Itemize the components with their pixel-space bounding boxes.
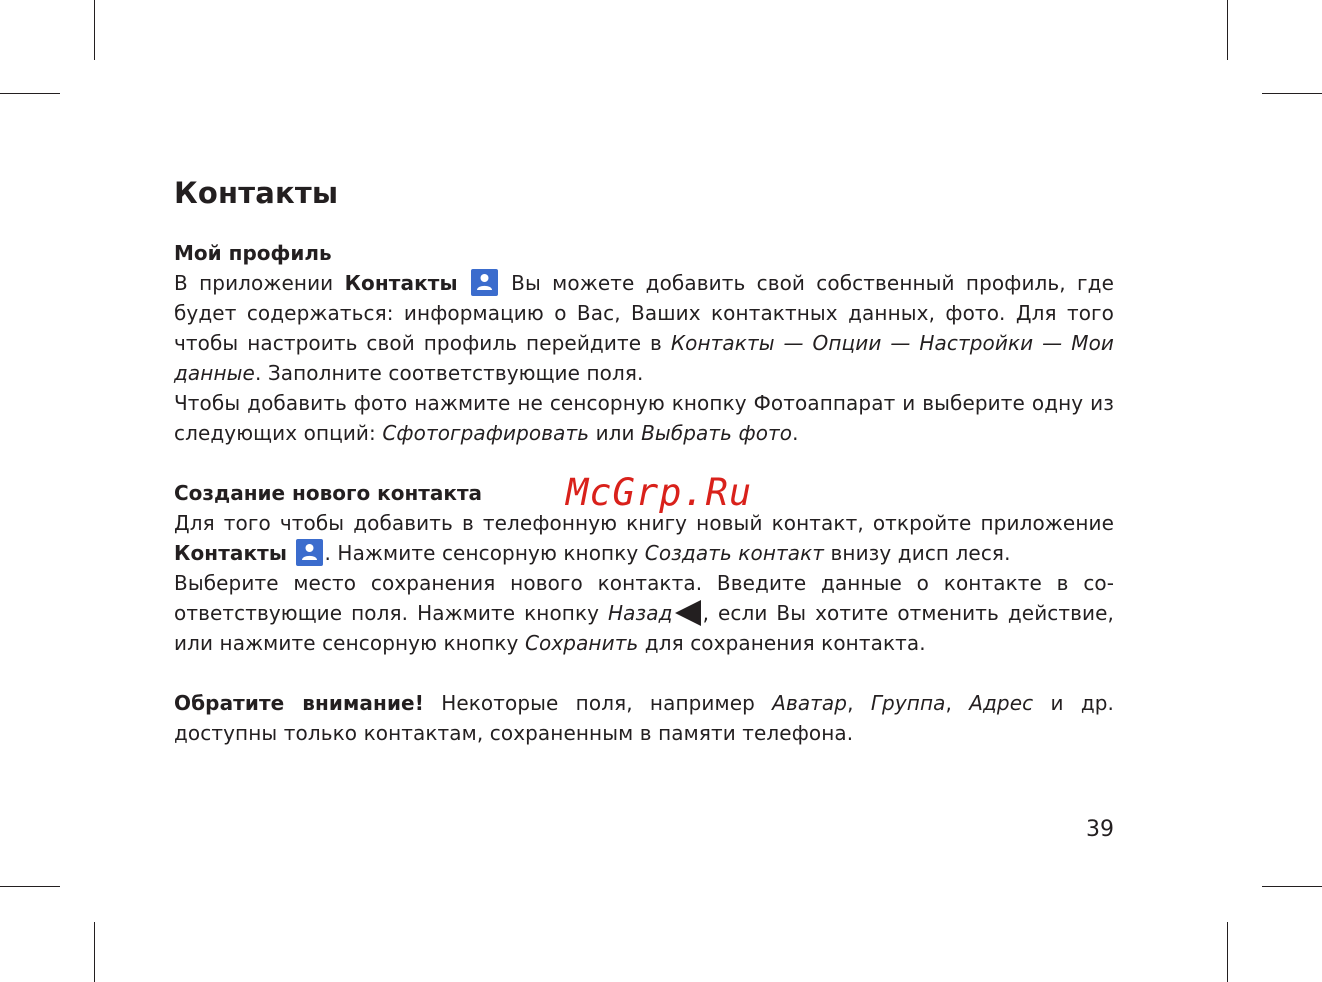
button-name-save: Сохранить [524, 631, 639, 655]
field-group: Группа [870, 691, 946, 715]
button-name-create-contact: Создать контакт [644, 541, 825, 565]
text-run: для сохранения контакта. [638, 631, 926, 655]
text-run: , [945, 691, 970, 715]
new-contact-paragraph-2 [174, 568, 1114, 658]
text-run: и др. доступны только контактам, сохраненным в памяти телефона. [174, 691, 1115, 745]
crop-mark-bottom-left-vertical [94, 922, 95, 982]
crop-mark-bottom-left-horizontal [0, 886, 60, 887]
field-avatar: Аватар [772, 691, 848, 715]
text-run: . Нажмите сенсорную кнопку [324, 541, 645, 565]
new-contact-paragraph-1 [174, 508, 1114, 568]
text-run: В приложении [174, 271, 345, 295]
text-run: . Заполните соответствующие поля. [254, 361, 644, 385]
section-title-my-profile: Мой профиль [174, 241, 332, 265]
text-run: . [792, 421, 799, 445]
section-my-profile [174, 238, 1114, 448]
option-take-photo: Сфотографировать [382, 421, 590, 445]
section-title-new-contact: Создание нового контакта [174, 481, 483, 505]
note-paragraph [174, 688, 1114, 748]
text-run: внизу дисп леcя. [824, 541, 1011, 565]
profile-paragraph-2 [174, 388, 1114, 448]
page-number: 39 [1086, 817, 1114, 842]
text-run: Для того чтобы добавить в телефонную книгу новый контакт, откройте приложение [174, 511, 1114, 535]
option-choose-photo: Выбрать фото [641, 421, 793, 445]
app-name-contacts: Контакты [174, 541, 288, 565]
menu-path: Контакты — Опции — Настройки — Мои данные [174, 331, 1114, 385]
text-run: Вы можете добавить свой собственный профиль, где будет содержаться: информацию о Вас, Ваших контактных данных, фото. Для того чтобы настроить свой профиль перейдите в [174, 271, 1114, 355]
text-run: , если Вы хотите отменить действие, или нажмите сенсорную кнопку [174, 601, 1115, 655]
crop-mark-top-right-horizontal [1262, 93, 1322, 94]
app-name-contacts: Контакты [344, 271, 458, 295]
back-triangle-icon [673, 599, 703, 627]
page-title: Контакты [174, 176, 339, 210]
crop-mark-bottom-right-horizontal [1262, 886, 1322, 887]
text-run: или [589, 421, 642, 445]
text-run: , [847, 691, 871, 715]
note-label: Обратите внимание! [174, 691, 424, 715]
crop-mark-bottom-right-vertical [1227, 922, 1228, 982]
text-run: Некоторые поля, например [423, 691, 773, 715]
field-address: Адрес [969, 691, 1034, 715]
text-run: Выберите место сохранения нового контакта. Введите данные о контакте в соответствующие поля. Нажмите кнопку [174, 571, 1114, 625]
watermark: McGrp.Ru [566, 471, 753, 514]
text-run: Чтобы добавить фото нажмите не сенсорную кнопку Фотоаппарат и выберите одну из следующих опций: [174, 391, 1114, 445]
crop-mark-top-right-vertical [1227, 0, 1228, 60]
contacts-icon [296, 539, 323, 566]
button-name-back: Назад [608, 601, 673, 625]
crop-mark-top-left-horizontal [0, 93, 60, 94]
crop-mark-top-left-vertical [94, 0, 95, 60]
contacts-icon [471, 269, 498, 296]
profile-paragraph-1 [174, 268, 1114, 388]
section-note [174, 688, 1114, 748]
